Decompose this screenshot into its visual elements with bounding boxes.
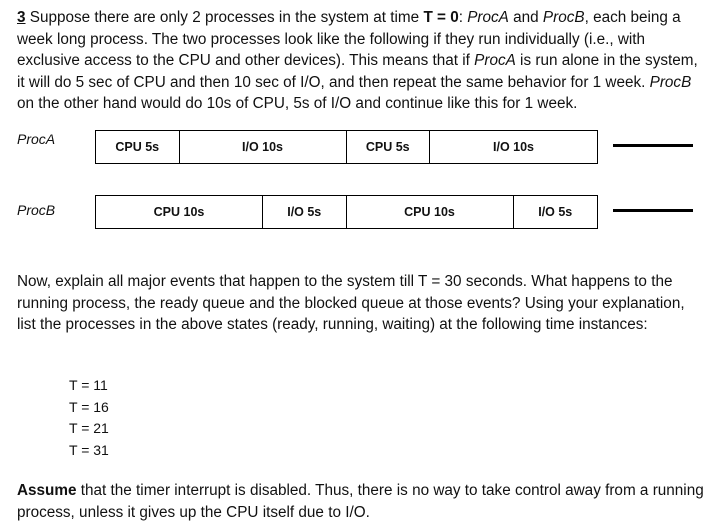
- time-instance: T = 31: [69, 441, 109, 458]
- procb-label: ProcB: [17, 202, 56, 218]
- procb-timeline: [95, 195, 598, 229]
- time-instances-list: [69, 375, 109, 461]
- time-zero: T = 0: [423, 9, 459, 26]
- timeline-segment: CPU 5s: [96, 131, 180, 163]
- timeline-segment: CPU 10s: [347, 196, 514, 228]
- assumption-text: Assume that the timer interrupt is disabled. Thus, there is no way to take control away from a running process, unless it gives up the CPU itself due to I/O.: [17, 482, 704, 521]
- continuation-line: [613, 209, 693, 212]
- timeline-segment: I/O 5s: [538, 205, 573, 219]
- time-instance: T = 21: [69, 420, 109, 436]
- question-number: 3: [17, 9, 26, 26]
- timeline-segment: CPU 10s: [96, 196, 263, 228]
- continuation-line: [613, 144, 693, 147]
- question-text: Now, explain all major events that happen to the system till T = 30 seconds. What happens to the running process, the ready queue and the blocked queue at those events? Using your explanation, list the processes in the above states (ready, running, waiting) at the following time instances:: [17, 273, 685, 333]
- problem-intro: 3 Suppose there are only 2 processes in the system at time T = 0: ProcA and ProcB, each being a week long process. The two processes look like the following if they run individually (i.e., with exclusive access to the CPU and other devices). This means that if ProcA is run alone in the system, it will do 5 sec of CPU and then 10 sec of I/O, and then repeat the same behavior for 1 week. ProcB on the other hand would do 10s of CPU, 5s of I/O and continue like this for 1 week.: [17, 9, 698, 112]
- timeline-segment: I/O 10s: [180, 131, 347, 163]
- time-instance: T = 11: [69, 377, 108, 393]
- timeline-segment: CPU 5s: [347, 131, 431, 163]
- proca-timeline: [95, 130, 598, 164]
- timeline-segment: I/O 5s: [263, 196, 347, 228]
- proca-label: ProcA: [17, 131, 56, 147]
- timeline-segment: I/O 10s: [493, 140, 534, 154]
- time-instance: T = 16: [69, 398, 109, 415]
